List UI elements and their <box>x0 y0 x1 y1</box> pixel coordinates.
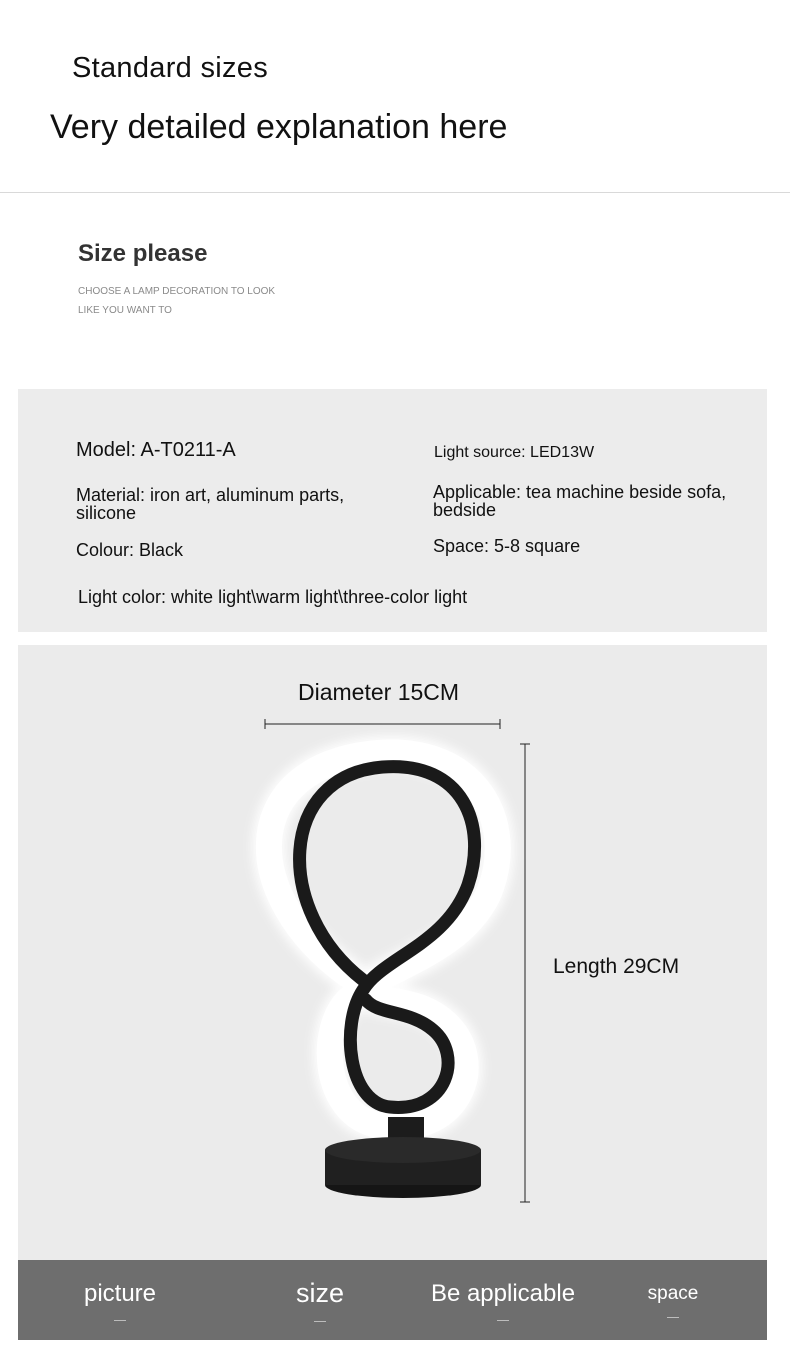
spec-colour: Colour: Black <box>76 540 184 560</box>
spec-applicable: Applicable: tea machine beside sofa, bedside <box>433 482 727 520</box>
spec-model: Model: A-T0211-A <box>76 439 236 461</box>
tab-size[interactable] <box>270 1260 370 1340</box>
length-label: Length 29CM <box>553 955 680 978</box>
spec-material: Material: iron art, aluminum parts, silicone <box>76 485 345 523</box>
tab-space-label: space <box>647 1282 699 1304</box>
tab-be-applicable-dash <box>497 1320 509 1321</box>
spec-light-color: Light color: white light\warm light\three-color light <box>78 587 468 607</box>
tab-be-applicable[interactable] <box>418 1260 588 1340</box>
spec-space: Space: 5-8 square <box>433 536 581 556</box>
tab-be-applicable-label: Be applicable <box>430 1279 576 1307</box>
dimension-diagram <box>18 645 767 1260</box>
size-section-title: Size please <box>78 240 208 267</box>
length-dimension-line <box>520 744 530 1202</box>
header-subtitle: Very detailed explanation here <box>50 108 508 146</box>
tab-picture-label: picture <box>83 1279 157 1307</box>
tab-size-dash <box>314 1321 326 1322</box>
header-divider <box>0 192 790 193</box>
header-title: Standard sizes <box>72 52 269 84</box>
lamp-illustration <box>18 645 767 1260</box>
tab-space[interactable] <box>623 1260 723 1340</box>
diameter-dimension-line <box>265 719 500 729</box>
footer-nav <box>18 1260 767 1340</box>
size-section-tagline: CHOOSE A LAMP DECORATION TO LOOK LIKE YOU WANT TO <box>78 286 276 316</box>
spec-light-source: Light source: LED13W <box>434 444 595 461</box>
diameter-label: Diameter 15CM <box>298 679 460 705</box>
tab-picture[interactable] <box>70 1260 170 1340</box>
tab-space-dash <box>667 1317 679 1318</box>
tab-size-label: size <box>295 1278 344 1308</box>
spec-panel <box>18 389 767 632</box>
tab-picture-dash <box>114 1320 126 1321</box>
